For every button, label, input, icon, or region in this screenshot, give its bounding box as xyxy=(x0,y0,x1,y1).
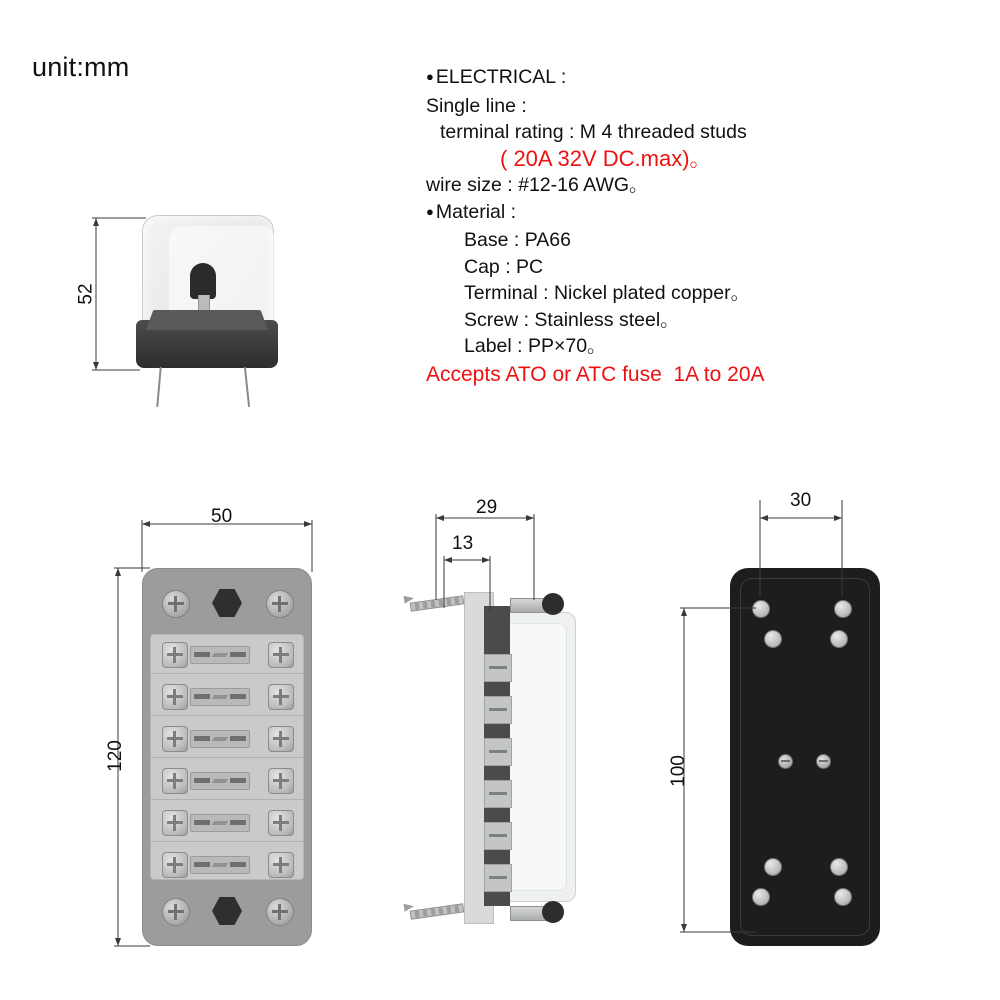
spec-terminal: Terminal : Nickel plated copper。 xyxy=(464,282,751,304)
mounting-hole-lower-right xyxy=(830,858,848,876)
mounting-screw-tip-bottom xyxy=(403,902,414,911)
dim-side-depth: 29 xyxy=(476,497,498,518)
dim-front-height: 120 xyxy=(104,740,126,772)
dim-back-hole-spacing-y: 100 xyxy=(667,755,689,787)
spec-electrical-heading: ● ELECTRICAL : xyxy=(426,64,896,93)
back-inset-outline xyxy=(740,578,870,936)
terminal-screw-right xyxy=(268,768,294,794)
mounting-hole-bottom-right xyxy=(834,888,852,906)
mounting-hole-upper-left xyxy=(764,630,782,648)
spec-single-line: Single line : xyxy=(426,94,527,117)
center-screw-left xyxy=(778,754,793,769)
spec-material-heading: ● Material : xyxy=(426,199,896,228)
terminal-pin xyxy=(484,696,512,724)
dim-side-inner-depth: 13 xyxy=(452,533,474,554)
fuse-element xyxy=(190,814,250,832)
dim-back-hole-spacing-x: 30 xyxy=(790,490,812,511)
terminal-screw-right xyxy=(268,642,294,668)
corner-screw-top-left xyxy=(162,590,190,618)
mounting-hole-lower-left xyxy=(764,858,782,876)
terminal-pin xyxy=(484,822,512,850)
side-view-fuse-block xyxy=(404,568,594,946)
spec-base: Base : PA66 xyxy=(464,229,571,251)
row-divider xyxy=(150,757,304,758)
dim-top-height: 52 xyxy=(75,283,97,305)
terminal-screw-left xyxy=(162,852,188,878)
terminal-screw-left xyxy=(162,810,188,836)
terminal-screw-right xyxy=(268,726,294,752)
spec-rating-highlight: ( 20A 32V DC.max)。 xyxy=(500,145,712,171)
unit-label: unit:mm xyxy=(32,52,130,82)
dim-front-width: 50 xyxy=(211,506,233,527)
terminal-screw-right xyxy=(268,684,294,710)
wire-lead-right xyxy=(244,367,250,407)
mounting-hole-top-right xyxy=(834,600,852,618)
row-divider xyxy=(150,715,304,716)
fuse-element xyxy=(190,688,250,706)
fuse-element xyxy=(190,730,250,748)
terminal-pin xyxy=(484,864,512,892)
terminal-boot xyxy=(190,263,216,299)
terminal-screw-left xyxy=(162,684,188,710)
back-view-fuse-block xyxy=(730,568,880,946)
corner-screw-top-right xyxy=(266,590,294,618)
center-screw-right xyxy=(816,754,831,769)
fuse-element xyxy=(190,856,250,874)
base-top-face xyxy=(146,310,268,330)
front-view-fuse-block xyxy=(142,568,312,946)
row-divider xyxy=(150,673,304,674)
corner-screw-bottom-left xyxy=(162,898,190,926)
back-body xyxy=(730,568,880,946)
mounting-hole-upper-right xyxy=(830,630,848,648)
terminal-screw-left xyxy=(162,768,188,794)
fuse-element xyxy=(190,646,250,664)
spec-accepts-fuse: Accepts ATO or ATC fuse 1A to 20A xyxy=(426,362,765,386)
wire-lead-left xyxy=(156,367,161,407)
perspective-view-fuse-block xyxy=(128,215,288,385)
mounting-screw-tip-top xyxy=(403,594,414,603)
terminal-pin xyxy=(484,654,512,682)
spec-terminal-rating: terminal rating : M 4 threaded studs xyxy=(440,121,747,143)
terminal-screw-right xyxy=(268,852,294,878)
spec-label: Label : PP×70。 xyxy=(464,335,607,357)
specification-text xyxy=(426,64,896,388)
corner-screw-bottom-right xyxy=(266,898,294,926)
terminal-pin xyxy=(484,738,512,766)
mounting-hole-bottom-left xyxy=(752,888,770,906)
mounting-screw-bottom xyxy=(410,903,465,919)
row-divider xyxy=(150,799,304,800)
spec-wire-size: wire size : #12-16 AWG。 xyxy=(426,174,649,196)
main-stud-cap-top xyxy=(542,593,564,615)
terminal-pin xyxy=(484,780,512,808)
main-stud-cap-bottom xyxy=(542,901,564,923)
mounting-hole-top-left xyxy=(752,600,770,618)
terminal-screw-left xyxy=(162,726,188,752)
spec-cap: Cap : PC xyxy=(464,255,544,278)
row-divider xyxy=(150,841,304,842)
terminal-screw-left xyxy=(162,642,188,668)
spec-screw: Screw : Stainless steel。 xyxy=(464,308,680,331)
base-housing xyxy=(136,320,278,368)
fuse-element xyxy=(190,772,250,790)
mounting-screw-top xyxy=(410,595,465,611)
terminal-screw-right xyxy=(268,810,294,836)
